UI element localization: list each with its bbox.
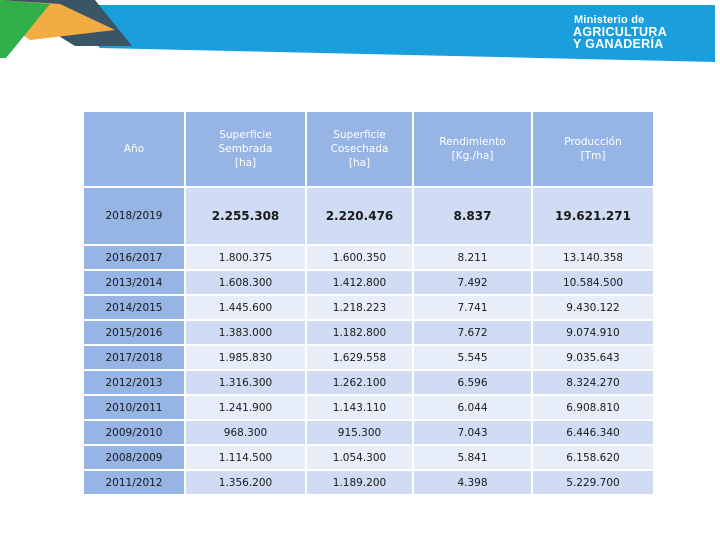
column-header-line: Superficie	[219, 129, 272, 141]
value-cell: 7.672	[414, 321, 531, 344]
value-cell: 1.629.558	[307, 346, 412, 369]
table-row	[84, 396, 653, 419]
value-cell: 9.074.910	[533, 321, 653, 344]
value-cell: 5.841	[414, 446, 531, 469]
column-header-sown-area	[186, 112, 305, 186]
year-cell: 2012/2013	[84, 371, 184, 394]
value-cell: 9.430.122	[533, 296, 653, 319]
value-cell: 1.316.300	[186, 371, 305, 394]
column-header-line: Sembrada	[218, 143, 273, 155]
table-row	[84, 321, 653, 344]
table-row	[84, 446, 653, 469]
value-cell: 8.211	[414, 246, 531, 269]
value-cell: 2.255.308	[186, 188, 305, 244]
value-cell: 2.220.476	[307, 188, 412, 244]
value-cell: 6.044	[414, 396, 531, 419]
value-cell: 1.182.800	[307, 321, 412, 344]
year-cell: 2016/2017	[84, 246, 184, 269]
value-cell: 6.908.810	[533, 396, 653, 419]
column-header-production	[533, 112, 653, 186]
value-cell: 19.621.271	[533, 188, 653, 244]
table-row	[84, 371, 653, 394]
value-cell: 7.043	[414, 421, 531, 444]
value-cell: 7.492	[414, 271, 531, 294]
year-cell: 2015/2016	[84, 321, 184, 344]
table-row	[84, 246, 653, 269]
value-cell: 1.356.200	[186, 471, 305, 494]
year-cell: 2009/2010	[84, 421, 184, 444]
production-table	[82, 110, 655, 496]
value-cell: 1.600.350	[307, 246, 412, 269]
column-header-line: Producción	[564, 136, 622, 148]
table-row	[84, 471, 653, 494]
table-row	[84, 346, 653, 369]
value-cell: 8.837	[414, 188, 531, 244]
column-header-yield	[414, 112, 531, 186]
value-cell: 1.218.223	[307, 296, 412, 319]
year-cell: 2010/2011	[84, 396, 184, 419]
table-row	[84, 296, 653, 319]
value-cell: 1.054.300	[307, 446, 412, 469]
logo-line-3: Y GANADERÍA	[573, 37, 664, 51]
column-header-line: [ha]	[348, 157, 371, 169]
value-cell: 1.383.000	[186, 321, 305, 344]
table-body	[84, 188, 653, 494]
column-header-line: Superficie	[333, 129, 386, 141]
value-cell: 1.608.300	[186, 271, 305, 294]
value-cell: 9.035.643	[533, 346, 653, 369]
year-cell: 2017/2018	[84, 346, 184, 369]
value-cell: 1.262.100	[307, 371, 412, 394]
value-cell: 1.189.200	[307, 471, 412, 494]
value-cell: 915.300	[307, 421, 412, 444]
value-cell: 5.545	[414, 346, 531, 369]
value-cell: 1.985.830	[186, 346, 305, 369]
value-cell: 968.300	[186, 421, 305, 444]
logo-line-1: Ministerio de	[574, 14, 645, 26]
value-cell: 6.446.340	[533, 421, 653, 444]
year-cell: 2018/2019	[84, 188, 184, 244]
year-cell: 2014/2015	[84, 296, 184, 319]
value-cell: 6.596	[414, 371, 531, 394]
column-header-year	[84, 112, 184, 186]
column-header-harvested-area	[307, 112, 412, 186]
column-header-line: Año	[123, 143, 145, 155]
value-cell: 1.241.900	[186, 396, 305, 419]
column-header-line: [ha]	[234, 157, 257, 169]
value-cell: 6.158.620	[533, 446, 653, 469]
value-cell: 1.800.375	[186, 246, 305, 269]
table-row	[84, 271, 653, 294]
year-cell: 2011/2012	[84, 471, 184, 494]
logo-line-2: AGRICULTURA	[573, 25, 668, 39]
year-cell: 2013/2014	[84, 271, 184, 294]
value-cell: 1.445.600	[186, 296, 305, 319]
column-header-line: Cosechada	[330, 143, 389, 155]
value-cell: 7.741	[414, 296, 531, 319]
value-cell: 8.324.270	[533, 371, 653, 394]
value-cell: 1.114.500	[186, 446, 305, 469]
table-row	[84, 188, 653, 244]
value-cell: 1.143.110	[307, 396, 412, 419]
table-header-row	[84, 112, 653, 186]
value-cell: 10.584.500	[533, 271, 653, 294]
ministry-logo	[557, 12, 690, 54]
column-header-line: [Kg./ha]	[451, 150, 494, 162]
year-cell: 2008/2009	[84, 446, 184, 469]
column-header-line: [Tm]	[580, 150, 606, 162]
column-header-line: Rendimiento	[439, 136, 506, 148]
value-cell: 13.140.358	[533, 246, 653, 269]
table-row	[84, 421, 653, 444]
value-cell: 1.412.800	[307, 271, 412, 294]
value-cell: 4.398	[414, 471, 531, 494]
value-cell: 5.229.700	[533, 471, 653, 494]
